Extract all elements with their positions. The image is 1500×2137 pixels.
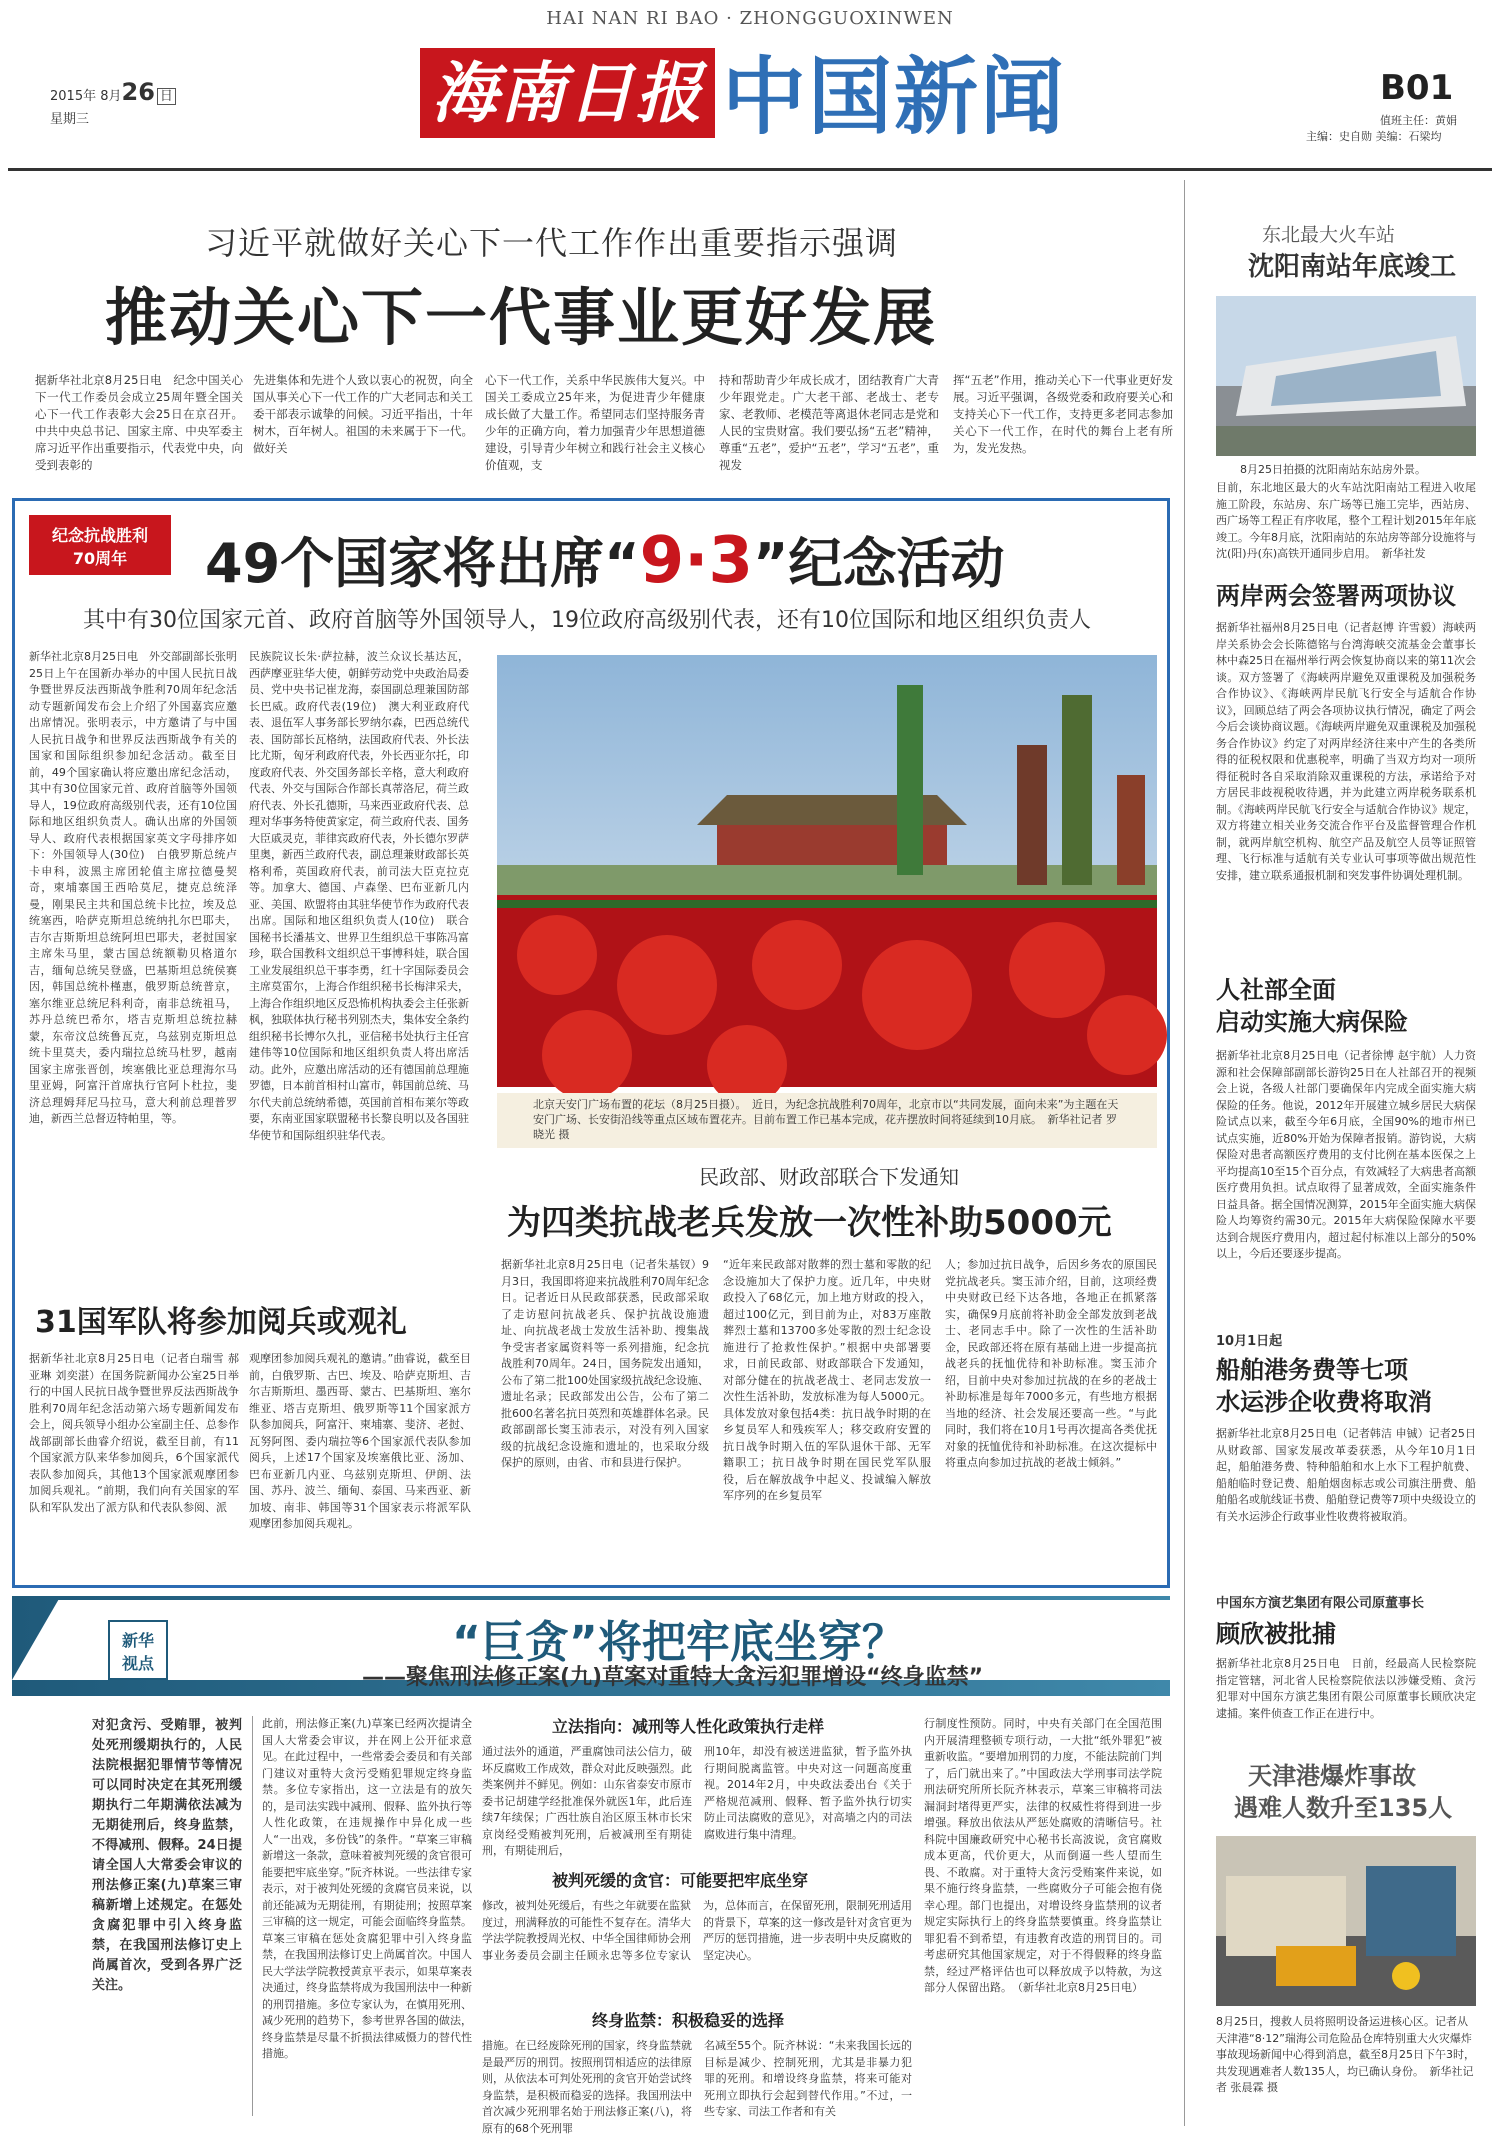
lead-kicker: 习近平就做好关心下一代工作作出重要指示强调 bbox=[205, 224, 899, 262]
tiananmen-photo-svg bbox=[497, 655, 1157, 1087]
tianjin-caption: 8月25日，搜救人员将照明设备运进核心区。记者从天津港“8·12”瑞海公司危险品仓库特别重大火灾爆炸事故现场新闻中心得到消息，截至8月25日下午3时，共发现遇难者人数135人，均已确认身份。 新华社记者 张晨霖 摄 bbox=[1216, 2015, 1475, 2094]
port-body: 据新华社北京8月25日电（记者韩洁 申铖）记者25日从财政部、国家发展改革委获悉，从今年10月1日起，船舶港务费、特种船舶和水上水下工程护航费、船舶临时登记费、船舶烟囱标志或公司旗注册费、船舶船名或航线证书费、船舶登记费等7项中央级设立的有关水运涉企行政事业性收费将被取消。 bbox=[1216, 1427, 1476, 1523]
tianjin-title-1: 天津港爆炸事故 bbox=[1248, 1762, 1416, 1790]
train-station-photo bbox=[1216, 296, 1476, 456]
veterans-col-1: 据新华社北京8月25日电（记者朱基钗）9月3日，我国即将迎来抗战胜利70周年纪念日。记者近日从民政部获悉，民政部采取了走访慰问抗战老兵、保护抗战设施遗址、向抗战老战士发放生活补助、搜集战争受害者家属资料等一系列措施，纪念抗战胜利70周年。24日，国务院发出通知，公布了第二批100处国家级抗战纪念设施、遗址名录；民政部发出公告，公布了第二批600名著名抗日英烈和英雄群体名录。民政部副部长窦玉沛表示，对没有列入国家级的抗战纪念设施和遗址的，也采取分级保护的原则，由省、市和县进行保护。 bbox=[501, 1258, 709, 1469]
war-badge-line2: 70周年 bbox=[72, 549, 128, 568]
lead-story bbox=[15, 190, 1180, 490]
port-title-1: 船舶港务费等七项 bbox=[1216, 1356, 1408, 1384]
lead-col-2: 先进集体和先进个人致以衷心的祝贺，向全国从事关心下一代工作的广大老同志和关工委干部表示诚挚的问候。习近平指出，十年树木，百年树人。祖国的未来属于下一代。做好关 bbox=[253, 373, 473, 455]
lead-col-3: 心下一代工作，关系中华民族伟大复兴。中国关工委成立25年来，为促进青少年健康成长做了大量工作。希望同志们坚持服务青少年的正确方向，着力加强青少年思想道德建设，引导青少年树立和践行社会主义核心价值观，支 bbox=[485, 373, 705, 472]
masthead-rule bbox=[8, 168, 1492, 171]
xinhua-intro-rule bbox=[252, 1716, 253, 2116]
train-title: 沈阳南站年底竣工 bbox=[1248, 252, 1457, 282]
xinhua-col-2a: 通过法外的通道，严重腐蚀司法公信力，破坏反腐败工作成效，群众对此反映强烈。此类案例并不鲜见。例如：山东省泰安市原市委书记胡建学经批准保外就医1年，此后连续7年续保；广西壮族自治区原玉林市长宋京岗经受贿被判死刑，后被减刑至有期徒刑，有期徒刑后， bbox=[482, 1745, 692, 1857]
xinhua-col-2c: 措施。在已经废除死刑的国家，终身监禁就是最严厉的刑罚。按照刑罚相适应的法律原则，从依法本可判处死刑的贪官开始尝试终身监禁，是积极而稳妥的选择。我国刑法中首次减少死刑罪名始于刑法修正案(八)，将原有的68个死刑罪 bbox=[482, 2039, 692, 2135]
page-number: B01 bbox=[1380, 68, 1454, 108]
port-kicker: 10月1日起 bbox=[1216, 1334, 1283, 1349]
war-headline-num: 9·3 bbox=[639, 524, 754, 598]
xinhua-col-2b: 修改，被判处死缓后，有些之年就要在监狱度过，刑满释放的可能性不复存在。清华大学法学院教授周光权、中华全国律师协会刑事业务委员会副主任顾永忠等多位专家认为，总体而言，在保留死刑，限制死刑适用的背景下，草案的这一修改是针对贪官更为严厉的惩罚措施，进一步表明中央反腐败的坚定决心。 bbox=[482, 1899, 912, 1962]
xinhua-badge bbox=[108, 1620, 168, 1680]
war-col-2: 民族院议长朱·萨拉赫，波兰众议长基达瓦，西萨摩亚驻华大使，朝鲜劳动党中央政治局委员、党中央书记崔龙海，泰国副总理兼国防部长巴威。政府代表(19位) 澳大利亚政府代表、退伍军人事务部长罗纳尔森，巴西总统代表、国防部长瓦格纳，法国政府代表、外长法比尤斯，匈牙利政府代表，外长西亚尔托，印度政府代表、外交国务部长辛格，意大利政府代表、外交与国际合作部长真蒂洛尼，荷兰政府代表、外长孔德斯，马来西亚政府代表、总理对华事务特使黄家定，荷兰政府代表、国务大臣戚灵克，菲律宾政府代表，外长德尔罗萨里奥，新西兰政府代表，副总理兼财政部长英格利希，英国政府代表，前司法大臣克拉克等。加拿大、德国、卢森堡、巴布亚新几内亚、美国、欧盟将由其驻华使节作为政府代表出席。国际和地区组织负责人(10位) 联合国秘书长潘基文、世界卫生组织总干事陈冯富珍，联合国教科文组织总干事博科娃，联合国工业发展组织总干事李勇，红十字国际委员会主席莫雷尔，上海合作组织秘书长梅津采夫，上海合作组织地区反恐怖机构执委会主任张新枫，独联体执行秘书列别杰夫，集体安全条约组织秘书长博尔久扎，亚信秘书处执行主任宫建伟等10位国际和地区组织负责人将出席活动。此外，应邀出席活动的还有德国前总理施罗德，日本前首相村山富市，韩国前总统、马尔代夫前总统纳希德，英国前首相布莱尔等政要，东南亚国家联盟秘书长黎良明以及各国驻华使节和国际组织驻华代表。 bbox=[249, 650, 469, 1142]
train-body: 目前，东北地区最大的火车站沈阳南站工程进入收尾施工阶段，东站房、东广场等已施工完毕，西站房、西广场等工程正有序收尾，整个工程计划2015年年底竣工。今年8月底，沈阳南站的东站房等部分设施将与沈(阳)丹(东)高铁开通同步启用。 新华社发 bbox=[1216, 481, 1476, 560]
tianjin-photo-svg bbox=[1216, 1836, 1476, 2006]
xinhua-sub-1: 立法指向：减刑等人性化政策执行走样 bbox=[552, 1717, 825, 1736]
veterans-kicker: 民政部、财政部联合下发通知 bbox=[699, 1165, 959, 1189]
tiananmen-flower-photo bbox=[497, 655, 1157, 1087]
xinhua-col-1: 此前，刑法修正案(九)草案已经两次提请全国人大常委会审议，并在网上公开征求意见。在此过程中，一些常委会委员和有关部门建议对重特大贪污受贿犯罪规定终身监禁。多位专家指出，这一立法是有的放矢的，是司法实践中减刑、假释、监外执行等人性化政策，在违规操作中异化成一些人“一出戏，多份钱”的条件。“草案三审稿新增这一条款，意味着被判死缓的贪官很可能要把牢底坐穿。”阮齐林说。一些法律专家表示，对于被判处死缓的贪腐官员来说，以前还能减为无期徒刑，有期徒刑；按照草案三审稿的这一规定，可能会面临终身监禁。草案三审稿在惩处贪腐犯罪中引入终身监禁，在我国刑法修订史上尚属首次。中国人民大学法学院教授黄京平表示，如果草案表决通过，终身监禁将成为我国刑法中一种新的刑罚措施。多位专家认为，在慎用死刑、减少死刑的趋势下，参考世界各国的做法，终身监禁是尽量不折损法律威慑力的替代性措施。 bbox=[262, 1717, 472, 2060]
oriental-title: 顾欣被批捕 bbox=[1216, 1620, 1336, 1648]
war-headline bbox=[205, 521, 1005, 598]
sidebar-rule bbox=[1184, 180, 1185, 2126]
photo-caption: 北京天安门广场布置的花坛（8月25日摄）。 近日，为纪念抗战胜利70周年，北京市以“共同发展，面向未来”为主题在天安门广场、长安街沿线等重点区域布置花卉。目前布置工作已基本完成，花卉摆放时间将延续到10月底。 新华社记者 罗晓光 摄 bbox=[497, 1093, 1157, 1148]
xinhua-subhead: ——聚焦刑法修正案(九)草案对重特大贪污犯罪增设“终身监禁” bbox=[362, 1665, 984, 1690]
xinhua-col-3a: 刑10年，却没有被送进监狱，暂予监外执行期间脱离监管。中央对这一问题高度重视。2014年2月，中央政法委出台《关于严格规范减刑、假释、暂予监外执行切实防止司法腐败的意见》，对高墙之内的司法腐败进行集中清理。 bbox=[704, 1745, 912, 1841]
war-headline-post: ”纪念活动 bbox=[753, 532, 1005, 595]
war-subhead: 其中有30位国家元首、政府首脑等外国领导人，19位政府高级别代表，还有10位国际和地区组织负责人 bbox=[83, 608, 1091, 633]
editor-line: 值班主任：黄娟 bbox=[1380, 114, 1457, 127]
xinhua-col-4: 行制度性预防。同时，中央有关部门在全国范围内开展清理整顿专项行动，一大批“纸外罪犯”被重新收监。“要增加刑罚的力度，不能法院前门判了，后门就出来了。”中国政法大学刑事司法学院刑法研究所所长阮齐林表示，草案三审稿将司法漏洞封堵得更严实，法律的权威性将得到进一步增强。释放出依法从严惩处腐败的清晰信号。社科院中国廉政研究中心秘书长高波说，贪官腐败成本更高，代价更大，从而倒逼一些人望而生畏、不敢腐。对于重特大贪污受贿案件来说，如果不施行终身监禁，一些腐败分子可能会抱有侥幸心理。部门也提出，对增设终身监禁刑的议者规定实际执行上的终身监禁要慎重。终身监禁让罪犯看不到希望，有违教育改造的刑罚目的。司考虑研究其他国家规定，对于不得假释的终身监禁，经过严格评估也可以释放成予以特赦，为这部分人保留出路。 （新华社北京8月25日电） bbox=[924, 1717, 1162, 1994]
date-block bbox=[50, 78, 176, 127]
lead-col-4: 持和帮助青少年成长成才，团结教育广大青少年跟党走。广大老干部、老战士、老专家、老教师、老模范等离退休老同志是党和人民的宝贵财富。我们要弘扬“五老”精神，尊重“五老”，爱护“五老”，学习“五老”，重视发 bbox=[719, 373, 939, 472]
port-title-2: 水运涉企收费将取消 bbox=[1216, 1388, 1432, 1416]
lead-col-1: 据新华社北京8月25日电 纪念中国关心下一代工作委员会成立25周年暨全国关心下一代工作表彰大会25日在京召开。中共中央总书记、国家主席、中央军委主席习近平作出重要指示，代表党中央，向受到表彰的 bbox=[35, 373, 243, 472]
staff-line: 主编：史自勋 美编：石梁均 bbox=[1306, 130, 1442, 143]
veterans-col-2: “近年来民政部对散葬的烈士墓和零散的纪念设施加大了保护力度。近几年，中央财政投入了68亿元，加上地方财政的投入，超过100亿元，到目前为止，对83万座散葬烈士墓和13700多处零散的烈士纪念设施进行了抢救性保护。”根据中央部署要求，日前民政部、财政部联合下发通知，对部分健在的抗战老战士、老同志发放一次性生活补助，发放标准为每人5000元。具体发放对象包括4类：抗日战争时期的在乡复员军人和残疾军人；移交政府安置的抗日战争时期入伍的军队退休干部、无军籍职工；抗日战争时期在国民党军队服役，后在解放战争中起义、投诚编入解放军序列的在乡复员军 bbox=[723, 1258, 931, 1502]
xinhua-badge-line1: 新华 bbox=[121, 1631, 154, 1650]
section-title: 中国新闻 bbox=[722, 48, 1067, 146]
crossstrait-title: 两岸两会签署两项协议 bbox=[1216, 582, 1456, 610]
lead-headline: 推动关心下一代事业更好发展 bbox=[105, 281, 938, 354]
war-col-1: 新华社北京8月25日电 外交部副部长张明25日上午在国新办举办的中国人民抗日战争暨世界反法西斯战争胜利70周年纪念活动专题新闻发布会上介绍了外国嘉宾应邀出席情况。张明表示，中方邀请了与中国人民抗日战争和世界反法西斯战争有关的国家和国际组织参加纪念活动。截至目前，49个国家确认将应邀出席纪念活动，其中有30位国家元首、政府首脑等外国领导人，19位政府高级别代表，还有10位国际和地区组织负责人。确认出席的外国领导人、政府代表根据国家英文字母排序如下：外国领导人(30位) 白俄罗斯总统卢卡申科，波黑主席团轮值主席拉德曼契奇，柬埔寨国王西哈莫尼，捷克总统泽曼，刚果民主共和国总统卡比拉，埃及总统塞西，哈萨克斯坦总统纳扎尔巴耶夫，吉尔吉斯斯坦总统阿坦巴耶夫，老挝国家主席朱马里，蒙古国总统额勒贝格道尔吉，缅甸总统吴登盛，巴基斯坦总统侯赛因，韩国总统朴槿惠，俄罗斯总统普京，塞尔维亚总统尼科利奇，南非总统祖马，苏丹总统巴希尔，塔吉克斯坦总统拉赫蒙，东帝汶总统鲁瓦克，乌兹别克斯坦总统卡里莫夫，委内瑞拉总统马杜罗，越南国家主席张晋创，埃塞俄比亚总理海尔马里亚姆，阿富汗首席执行官阿卜杜拉，斐济总理姆拜尼马拉马，意大利前总理普罗迪，新西兰总督迈特帕里，等。 bbox=[29, 650, 237, 1125]
date-year: 2015年 bbox=[50, 89, 97, 104]
veterans-headline: 为四类抗战老兵发放一次性补助5000元 bbox=[507, 1203, 1112, 1243]
train-kicker: 东北最大火车站 bbox=[1262, 224, 1396, 246]
sidebar bbox=[1188, 180, 1488, 2130]
masthead-pinyin: HAI NAN RI BAO · ZHONGGUOXINWEN bbox=[546, 8, 954, 29]
xinhua-badge-line2: 视点 bbox=[121, 1654, 154, 1673]
tianjin-title-2: 遇难人数升至135人 bbox=[1234, 1794, 1453, 1822]
paper-name: 海南日报 bbox=[431, 54, 704, 132]
war-box bbox=[12, 498, 1170, 1588]
crossstrait-body: 据新华社福州8月25日电（记者赵博 许雪毅）海峡两岸关系协会会长陈德铭与台湾海峡交流基金会董事长林中森25日在福州举行两会恢复协商以来的第11次会谈。双方签署了《海峡两岸避免双重课税及加强税务合作协议》、《海峡两岸民航飞行安全与适航合作协议》，回顾总结了两会各项协议执行情况，确定了两会今后会谈协商议题。《海峡两岸避免双重课税及加强税务合作协议》约定了对两岸经济往来中产生的各类所得的征税权限和优惠税率，明确了当双方均对一项所得征税时各自采取消除双重课税的方法，承诺给予对方居民非歧视税收待遇，并为此建立两岸税务联系机制。《海峡两岸民航飞行安全与适航合作协议》规定，双方将建立相关业务交流合作平台及监督管理合作机制，就两岸航空机构、航空产品及航空人员等证照管理、飞行标准与适航有关专业认可事项等做出规范性安排，建立联系通报机制和突发事件协调处理机制。 bbox=[1216, 621, 1476, 882]
war-badge-line1: 纪念抗战胜利 bbox=[51, 526, 148, 545]
lead-col-5: 挥“五老”作用，推动关心下一代事业更好发展。习近平强调，各级党委和政府要关心和支持关心下一代工作，支持更多老同志参加关心下一代工作，在时代的舞台上老有所为，发光发热。 bbox=[953, 373, 1173, 455]
troops-headline: 31国军队将参加阅兵或观礼 bbox=[35, 1305, 407, 1340]
tianjin-photo bbox=[1216, 1836, 1476, 2006]
date-weekday: 星期三 bbox=[50, 112, 90, 127]
paper-logo bbox=[420, 48, 715, 138]
war-headline-pre: 49个国家将出席“ bbox=[205, 532, 640, 595]
xinhua-col-3c: 名减至55个。阮齐林说：“未来我国长远的目标是减少、控制死刑，尤其是非暴力犯罪的死刑。和增设终身监禁，将来可能对死刑立即执行会起到替代作用。”不过，一些专家、司法工作者和有关 bbox=[704, 2039, 912, 2118]
xinhua-sub-3: 终身监禁：积极稳妥的选择 bbox=[592, 2011, 785, 2030]
insurance-title-1: 人社部全面 bbox=[1216, 976, 1336, 1004]
veterans-col-3: 人；参加过抗日战争，后因乡务农的原国民党抗战老兵。窦玉沛介绍，目前，这项经费中央财政已经下达各地，各地正在抓紧落实，确保9月底前将补助金全部发放到老战士、老同志手中。除了一次性的生活补助金，民政部还将在原有基础上进一步提高抗战老兵的抚恤优待和补助标准。窦玉沛介绍，目前中央对参加过抗战的在乡的老战士补助标准是每年7000多元，有些地方根据当地的经济、社会发展还要高一些。“与此同时，我们将在10月1号再次提高各类优抚对象的抚恤优待和补助标准。在这次提标中将重点向参加过抗战的老战士倾斜。” bbox=[945, 1258, 1157, 1469]
war-badge bbox=[29, 515, 171, 575]
oriental-body: 据新华社北京8月25日电 日前，经最高人民检察院指定管辖，河北省人民检察院依法以涉嫌受贿、贪污犯罪对中国东方演艺集团有限公司原董事长顾欣决定逮捕。案件侦查工作正在进行中。 bbox=[1216, 1657, 1476, 1720]
insurance-title-2: 启动实施大病保险 bbox=[1216, 1008, 1408, 1036]
xinhua-headline: “巨贪”将把牢底坐穿？ bbox=[452, 1617, 906, 1668]
train-photo-svg bbox=[1216, 296, 1476, 456]
troops-col-1: 据新华社北京8月25日电（记者白瑞雪 郝亚琳 刘奕湛）在国务院新闻办公室25日举行的中国人民抗日战争暨世界反法西斯战争胜利70周年纪念活动第六场专题新闻发布会上，阅兵领导小组办公室副主任、总参作战部副部长曲睿介绍说，截至目前，有11个国家派方队来华参加阅兵，6个国家派代表队参加阅兵，其他13个国家派观摩团参加阅兵观礼。“前期，我们向有关国家的军队和军队发出了派方队和代表队参阅、派 bbox=[29, 1352, 239, 1514]
date-day-unit: 日 bbox=[157, 88, 176, 105]
xinhua-sub-2: 被判死缓的贪官：可能要把牢底坐穿 bbox=[552, 1871, 809, 1890]
masthead bbox=[0, 0, 1500, 175]
xinhua-intro: 对犯贪污、受贿罪，被判处死刑缓期执行的，人民法院根据犯罪情节等情况可以同时决定在其死刑缓期执行二年期满依法减为无期徒刑后，终身监禁，不得减刑、假释。24日提请全国人大常委会审议的刑法修正案(九)草案三审稿新增上述规定。在惩处贪腐犯罪中引入终身监禁，在我国刑法修订史上尚属首次，受到各界广泛关注。 bbox=[92, 1718, 242, 1993]
train-caption: 8月25日拍摄的沈阳南站东站房外景。 bbox=[1240, 463, 1426, 476]
date-month: 8月 bbox=[100, 89, 122, 104]
troops-col-2: 观摩团参加阅兵观礼的邀请。”曲睿说，截至目前，白俄罗斯、古巴、埃及、哈萨克斯坦、吉尔吉斯斯坦、墨西哥、蒙古、巴基斯坦、塞尔维亚、塔吉克斯坦、俄罗斯等11个国家派方队参加阅兵，阿富汗、柬埔寨、斐济、老挝、瓦努阿图、委内瑞拉等6个国家派代表队参加阅兵，上述17个国家及埃塞俄比亚、汤加、巴布亚新几内亚、乌兹别克斯坦、伊朗、法国、苏丹、波兰、缅甸、泰国、马来西亚、新加坡、南非、韩国等31个国家表示将派军队观摩团参加阅兵观礼。 bbox=[249, 1352, 471, 1530]
oriental-kicker: 中国东方演艺集团有限公司原董事长 bbox=[1216, 1596, 1425, 1611]
date-day: 26 bbox=[121, 78, 155, 106]
xinhua-section bbox=[12, 1596, 1170, 2135]
insurance-body: 据新华社北京8月25日电（记者徐博 赵宇航）人力资源和社会保障部副部长游钧25日在人社部召开的视频会上说，各级人社部门要确保年内完成全面实施大病保险的任务。他说，2012年开展建立城乡居民大病保险试点以来，截至今年6月底，全国90%的地市州已试点实施，近80%开始为保障者报销。游钧说，大病保险对患者高额医疗费用的支付比例在基本医保之上平均提高10至15个百分点，有效减轻了大病患者高额医疗费用负担。试点取得了显著成效，全面实施条件日益具备。据全国情况测算，2015年全面实施大病保险人均筹资约需30元。2015年大病保险保障水平要达到合规医疗费用内，超过起付标准以上部分的50%以上，今后还要逐步提高。 bbox=[1216, 1049, 1476, 1260]
